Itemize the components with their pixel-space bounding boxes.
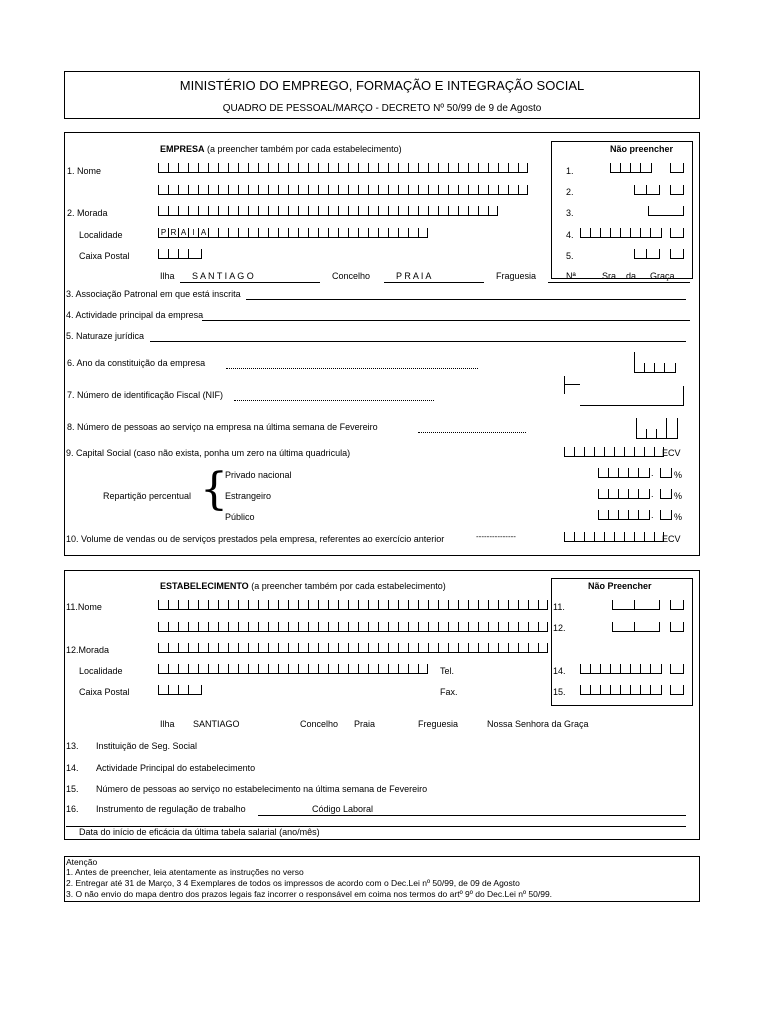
estab-nome-cells-1[interactable] (158, 600, 548, 611)
estab-heading (160, 581, 446, 591)
privado-sep: . (651, 468, 654, 478)
q7-label: 7. Número de identificação Fiscal (NIF) (67, 390, 224, 400)
q14-label: Actividade Principal do estabelecimento (96, 763, 256, 773)
np-cells-5b (670, 249, 684, 260)
q6-dots (226, 368, 478, 369)
estab-label-tel: Tel. (440, 666, 455, 676)
estab-np-num-11: 11. (553, 602, 565, 612)
np-num-3: 3. (566, 208, 574, 218)
q3-line[interactable] (246, 299, 686, 300)
estrangeiro-cells[interactable] (598, 489, 650, 500)
privado-cells[interactable] (598, 468, 650, 479)
page-subtitle: QUADRO DE PESSOAL/MARÇO - DECRETO Nº 50/99 de 9 de Agosto (222, 103, 542, 114)
label-nome: 1. Nome (67, 166, 102, 176)
q7-box[interactable] (580, 386, 684, 406)
publico-pct: % (674, 512, 683, 522)
q13-num: 13. (66, 741, 79, 751)
q7-dots (234, 400, 434, 401)
q16-label: Instrumento de regulação de trabalho (96, 804, 246, 814)
estab-label-fax: Fax. (440, 687, 458, 697)
estab-freguesia-value: Nossa Senhora da Graça (487, 719, 589, 729)
q4-label: 4. Actividade principal da empresa (66, 310, 204, 320)
estrangeiro-label: Estrangeiro (225, 491, 272, 501)
estab-label-caixa-postal: Caixa Postal (79, 687, 130, 697)
atencao-title: Atenção (66, 857, 98, 867)
q16-value: Código Laboral (312, 804, 374, 814)
ilha-value: S A N T I A G O (192, 271, 254, 281)
page-title: MINISTÉRIO DO EMPREGO, FORMAÇÃO E INTEGRAÇÃO SOCIAL (179, 78, 585, 93)
q6-label: 6. Ano da constituição da empresa (67, 358, 206, 368)
np-cells-1b (670, 163, 684, 174)
np-num-2: 2. (566, 187, 574, 197)
brace-icon: { (200, 464, 228, 515)
estab-ilha-value: SANTIAGO (193, 719, 240, 729)
empresa-heading (160, 144, 402, 154)
q10-ecv: ECV (662, 534, 681, 544)
estab-label-localidade: Localidade (79, 666, 123, 676)
q15-num: 15. (66, 784, 79, 794)
q14-num: 14. (66, 763, 79, 773)
np-cells-4a (580, 228, 662, 239)
morada-cells[interactable] (158, 206, 498, 217)
np-num-5: 5. (566, 251, 574, 261)
localidade-char: R (168, 228, 178, 238)
estab-np-num-14: 14. (553, 666, 566, 676)
estab-nao-preencher: Não Preencher (588, 581, 652, 591)
estab-localidade-cells[interactable] (158, 664, 428, 675)
estab-np-cells-11a (612, 600, 660, 611)
empresa-heading-rest: (a preencher também por cada estabelecimento) (207, 144, 402, 154)
np-cells-4b (670, 228, 684, 239)
np-footer-graca: Graça (650, 271, 675, 281)
q5-label: 5. Naturaze jurídica (66, 331, 145, 341)
q9-ecv: ECV (662, 448, 681, 458)
atencao-line-2: 2. Entregar até 31 de Março, 3 4 Exemplares de todos os impressos de acordo com o Dec.Lei nº 50/99, de 09 de Agosto (66, 878, 520, 888)
estab-np-num-15: 15. (553, 687, 566, 697)
reparticao-label: Repartição percentual (103, 491, 192, 501)
q3-label: 3. Associação Patronal em que está inscrita (66, 289, 241, 299)
np-cells-5a (634, 249, 660, 260)
concelho-line (384, 282, 484, 283)
caixa-postal-cells[interactable] (158, 249, 202, 260)
q7-mark-tick (564, 384, 580, 385)
estab-np-cells-12b (670, 622, 684, 633)
concelho-value: P R A I A (396, 271, 432, 281)
empresa-nao-preencher: Não preencher (610, 144, 674, 154)
q8-cells[interactable] (636, 418, 678, 440)
label-morada: 2. Morada (67, 208, 108, 218)
nome-cells-2[interactable] (158, 185, 528, 196)
q5-line[interactable] (150, 341, 686, 342)
label-concelho: Concelho (332, 271, 371, 281)
estrangeiro-pct: % (674, 491, 683, 501)
publico-dec[interactable] (660, 510, 672, 521)
q4-line[interactable] (202, 320, 690, 321)
q16-num: 16. (66, 804, 79, 814)
estab-label-concelho: Concelho (300, 719, 339, 729)
np-footer-na: Nª (566, 271, 576, 281)
estab-np-cells-15a (580, 685, 662, 696)
np-cells-2b (670, 185, 684, 196)
label-caixa-postal: Caixa Postal (79, 251, 130, 261)
q10-cells[interactable] (564, 532, 664, 543)
q15-label: Número de pessoas ao serviço no estabelecimento na última semana de Fevereiro (96, 784, 428, 794)
estab-np-cells-15b (670, 685, 684, 696)
freguesia-line (548, 282, 690, 283)
np-footer-sra: Sra (602, 271, 617, 281)
label-freguesia: Fraguesia (496, 271, 537, 281)
estab-label-ilha: Ilha (160, 719, 175, 729)
q10-label: 10. Volume de vendas ou de serviços prestados pela empresa, referentes ao exercício anterior (66, 534, 445, 544)
label-localidade: Localidade (79, 230, 123, 240)
estrangeiro-dec[interactable] (660, 489, 672, 500)
q8-dots (418, 432, 526, 433)
atencao-line-1: 1. Antes de preencher, leia atentamente as instruções no verso (66, 867, 304, 877)
estab-label-freguesia: Freguesia (418, 719, 459, 729)
estab-np-cells-12a (612, 622, 660, 633)
localidade-char: A (198, 228, 208, 238)
q6-cells[interactable] (634, 352, 676, 374)
q16-line[interactable] (258, 815, 686, 816)
publico-cells[interactable] (598, 510, 650, 521)
localidade-char: I (188, 228, 198, 238)
empresa-heading-bold: EMPRESA (160, 144, 205, 154)
q7-mark (564, 376, 565, 394)
localidade-char: A (178, 228, 188, 238)
estab-label-nome: 11.Nome (66, 602, 102, 612)
np-cells-2a (634, 185, 660, 196)
estab-np-cells-14a (580, 664, 662, 675)
privado-label: Privado nacional (225, 470, 292, 480)
label-ilha: Ilha (160, 271, 175, 281)
data-inicio-label: Data do início de eficácia da última tabela salarial (ano/mês) (79, 827, 320, 837)
atencao-line-3: 3. O não envio do mapa dentro dos prazos legais faz incorrer o responsável em coima nos termos do artº 9º do Dec.Lei nº 50/99. (66, 889, 553, 899)
privado-dec[interactable] (660, 468, 672, 479)
privado-pct: % (674, 470, 683, 480)
np-num-4: 4. (566, 230, 574, 240)
q9-label: 9. Capital Social (caso não exista, ponha um zero na última quadricula) (66, 448, 351, 458)
q8-label: 8. Número de pessoas ao serviço na empresa na última semana de Fevereiro (67, 422, 378, 432)
estab-heading-rest: (a preencher também por cada estabelecimento) (251, 581, 446, 591)
estab-morada-cells[interactable] (158, 643, 548, 654)
q9-cells[interactable] (564, 447, 664, 458)
np-footer-da: da (626, 271, 637, 281)
localidade-char: P (158, 228, 168, 238)
nome-cells-1[interactable] (158, 163, 528, 174)
publico-sep: . (651, 510, 654, 520)
np-cells-3 (648, 206, 684, 217)
np-cells-1a (610, 163, 652, 174)
estab-caixa-postal-cells[interactable] (158, 685, 202, 696)
estab-concelho-value: Praia (354, 719, 376, 729)
np-num-1: 1. (566, 166, 574, 176)
ilha-line (180, 282, 320, 283)
estab-heading-bold: ESTABELECIMENTO (160, 581, 249, 591)
estrangeiro-sep: . (651, 489, 654, 499)
estab-nome-cells-2[interactable] (158, 622, 548, 633)
estab-np-cells-14b (670, 664, 684, 675)
localidade-cells[interactable] (158, 228, 428, 239)
estab-label-morada: 12.Morada (66, 645, 110, 655)
estab-np-num-12: 12. (553, 623, 566, 633)
publico-label: Público (225, 512, 255, 522)
estab-np-cells-11b (670, 600, 684, 611)
q10-dashes: --------------- (476, 532, 516, 541)
q13-label: Instituição de Seg. Social (96, 741, 198, 751)
